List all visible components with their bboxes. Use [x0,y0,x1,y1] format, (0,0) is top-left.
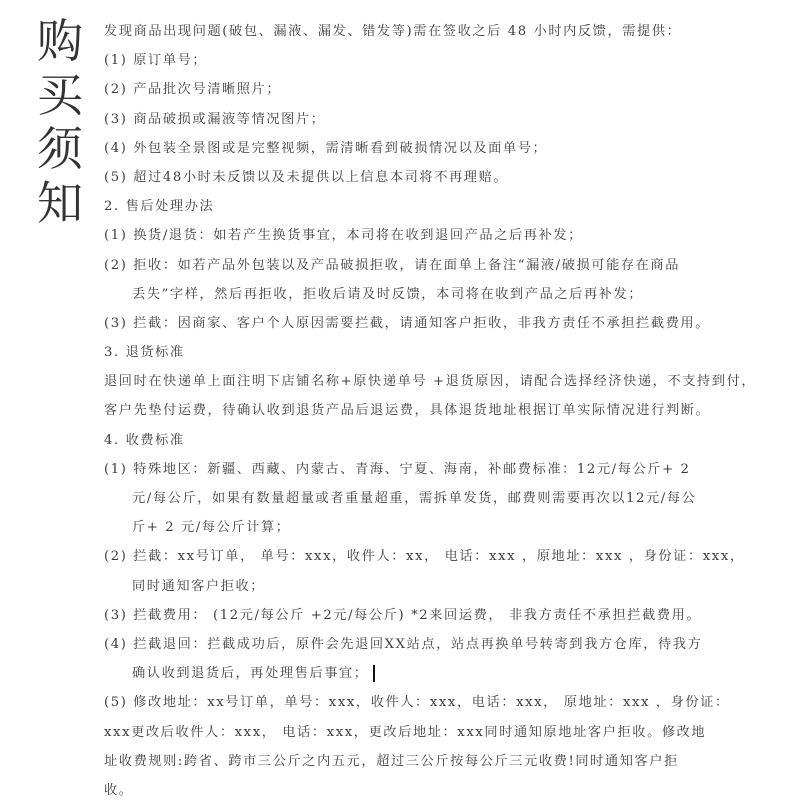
return-standard-line: 客户先垫付运费，待确认收到退货产品后退运费，具体退货地址根据订单实际情况进行判断。 [104,403,711,419]
section-heading-fee-standard: 4. 收费标准 [104,432,185,448]
fee-standard-line: (2) 拦截：xx号订单， 单号：xxx，收件人：xx， 电话：xxx ，原地址：xxx ，身份证：xxx， [104,549,745,565]
text-cursor [373,665,375,682]
requirement-item: (4) 外包装全景图或是完整视频，需清晰看到破损情况以及面单号； [104,140,548,156]
requirement-item: (2) 产品批次号清晰照片； [104,82,282,98]
fee-standard-line: 斤+ 2 元/每公斤计算； [132,520,291,536]
after-sales-line: 丢失”字样，然后再拒收，拒收后请及时反馈，本司将在收到产品之后再补发； [132,286,644,302]
intro-paragraph: 发现商品出现问题(破包、漏液、漏发、错发等)需在签收之后 48 小时内反馈，需提供： [104,24,682,39]
requirement-item: (5) 超过48小时未反馈以及未提供以上信息本司将不再理赔。 [104,169,509,185]
fee-standard-line: (3) 拦截费用： (12元/每公斤 +2元/每公斤) *2来回运费， 非我方责任不承担拦截费用。 [104,607,702,623]
fee-standard-line: 同时通知客户拒收； [132,578,266,594]
side-title-char: 购 [37,14,83,68]
return-standard-line: 退回时在快递单上面注明下店铺名称+原快递单号 +退货原因，请配合选择经济快递，不支持到付， [104,374,757,390]
after-sales-line: (2) 拒收：如若产品外包装以及产品破损拒收，请在面单上备注“漏液/破损可能存在商品 [104,257,681,273]
fee-standard-line: (1) 特殊地区：新疆、西藏、内蒙古、青海、宁夏、海南，补邮费标准：12元/每公斤+ 2 [104,461,691,477]
fee-standard-line: 址收费规则:跨省、跨市三公斤之内五元，超过三公斤按每公斤三元收费!同时通知客户拒 [104,753,679,769]
fee-standard-line: (5) 修改地址：xx号订单，单号：xxx，收件人：xxx，电话：xxx， 原地址：xxx ，身份证： [104,695,730,711]
fee-standard-line: xxx更改后收件人：xxx， 电话：xxx，更改后地址：xxx同时通知原地址客户拒收。修改地 [104,724,707,740]
side-title [36,14,84,230]
fee-standard-text: 确认收到退货后，再处理售后事宜； [132,666,369,682]
after-sales-line: (1) 换货/退货：如若产生换货事宜，本司将在收到退回产品之后再补发； [104,228,583,244]
side-title-char: 买 [37,68,83,122]
section-heading-return-standard: 3. 退货标准 [104,345,185,361]
fee-standard-line: 元/每公斤，如果有数量超量或者重量超重，需拆单发货，邮费则需要再次以12元/每公 [132,491,697,506]
requirement-item: (3) 商品破损或漏液等情况图片； [104,111,326,127]
fee-standard-line: (4) 拦截退回：拦截成功后，原件会先退回XX站点，站点再换单号转寄到我方仓库，待我方 [104,636,703,652]
document-body[interactable] [104,17,794,805]
side-title-char: 须 [37,122,83,176]
section-heading-after-sales: 2. 售后处理办法 [104,199,215,215]
requirement-item: (1) 原订单号； [104,53,208,69]
after-sales-line: (3) 拦截：因商家、客户个人原因需要拦截，请通知客户拒收，非我方责任不承担拦截费用。 [104,315,710,331]
fee-standard-line: 收。 [104,782,134,798]
side-title-char: 知 [37,176,83,230]
fee-standard-line-with-cursor [104,659,794,688]
